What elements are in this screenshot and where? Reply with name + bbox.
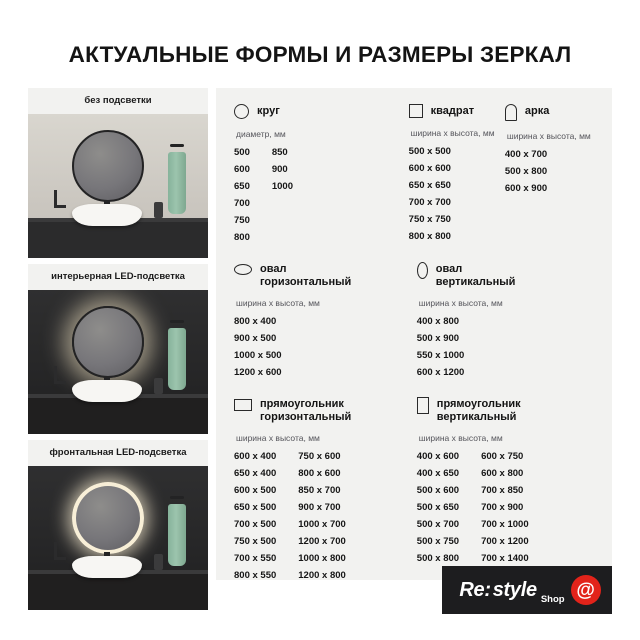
size-item: 700 x 500 [234, 519, 277, 530]
size-item: 600 x 600 [408, 163, 451, 174]
spec-block-square [409, 104, 505, 246]
square-icon [409, 104, 423, 118]
spec-block-rectangle-horizontal [234, 397, 417, 584]
shape-header [234, 104, 409, 119]
size-item: 750 x 500 [234, 536, 277, 547]
photo-caption: фронтальная LED-подсветка [28, 440, 208, 466]
shape-name-line1: овал [435, 263, 463, 275]
size-item: 600 x 800 [481, 468, 524, 479]
size-item: 500 x 500 [408, 146, 451, 157]
shape-name-line1: прямоугольник [436, 398, 521, 410]
faucet [54, 542, 57, 560]
bathroom-photo-front-light [28, 466, 208, 610]
shape-name [436, 262, 516, 288]
size-item: 400 x 600 [416, 451, 460, 462]
units-label: ширина x высота, мм [236, 433, 320, 443]
size-item: 700 x 550 [234, 553, 277, 564]
size-item: 1000 x 800 [298, 553, 346, 564]
basin [72, 380, 142, 402]
page-title: АКТУАЛЬНЫЕ ФОРМЫ И РАЗМЕРЫ ЗЕРКАЛ [68, 42, 572, 67]
shape-name: арка [524, 105, 550, 117]
size-item: 500 x 900 [416, 333, 460, 344]
size-item: 700 x 850 [481, 485, 524, 496]
size-item: 600 x 400 [234, 451, 277, 462]
size-item: 800 x 800 [408, 231, 451, 242]
size-item: 750 [234, 215, 250, 226]
size-column [298, 448, 346, 584]
bathroom-photo-no-light [28, 114, 208, 258]
spec-block-oval-horizontal [234, 262, 417, 381]
shape-header [417, 262, 594, 288]
size-column [409, 143, 451, 245]
size-list [505, 146, 594, 197]
shape-name-line1: овал [260, 263, 287, 275]
size-item: 550 x 1000 [416, 350, 465, 361]
bathroom-photo-back-light [28, 290, 208, 434]
logo-style-text: style [492, 578, 537, 601]
size-item: 1200 x 700 [298, 536, 346, 547]
logo-re-text: Re: [459, 578, 491, 601]
shape-header [234, 397, 417, 423]
spec-block-oval-vertical [417, 262, 594, 381]
round-mirror [72, 130, 144, 202]
size-item: 750 x 750 [408, 214, 451, 225]
specs-row-2 [234, 262, 594, 381]
shape-name-line1: прямоугольник [260, 398, 344, 410]
size-column [234, 144, 250, 246]
size-item: 700 [234, 198, 250, 209]
oval-horizontal-icon [234, 264, 252, 275]
basin [72, 204, 142, 226]
size-item: 1000 [271, 181, 293, 192]
size-item: 400 x 700 [504, 149, 548, 160]
size-column [505, 146, 547, 197]
brand-logo[interactable] [442, 566, 612, 614]
rectangle-vertical-icon [417, 397, 429, 414]
size-item: 1000 x 500 [234, 350, 282, 361]
size-item: 700 x 1000 [481, 519, 529, 530]
size-item: 700 x 700 [408, 197, 451, 208]
faucet [54, 190, 57, 208]
size-item: 500 x 600 [416, 485, 460, 496]
shape-name-line2: горизонтальный [260, 275, 352, 288]
spec-block-circle [234, 104, 409, 246]
spec-block-rectangle-vertical [417, 397, 594, 584]
size-item: 850 [271, 147, 288, 158]
size-column [481, 448, 529, 567]
photo-card-front-light [28, 440, 208, 610]
photo-caption: без подсветки [28, 88, 208, 114]
size-list [409, 143, 505, 245]
size-item: 400 x 800 [416, 316, 460, 327]
size-column [417, 448, 459, 567]
size-item: 700 x 900 [481, 502, 524, 513]
at-icon: @ [571, 575, 601, 605]
round-mirror [72, 306, 144, 378]
size-item: 500 x 800 [504, 166, 548, 177]
size-item: 700 x 1200 [481, 536, 529, 547]
shape-header [409, 104, 505, 118]
size-item: 800 x 550 [234, 570, 277, 581]
size-item: 900 [271, 164, 288, 175]
units-label: ширина x высота, мм [236, 298, 320, 308]
size-column [417, 313, 465, 381]
size-list [234, 313, 417, 381]
logo-shop-text: Shop [540, 594, 565, 605]
size-item: 750 x 600 [298, 451, 341, 462]
size-list [417, 313, 594, 381]
units-label: ширина x высота, мм [410, 128, 495, 138]
shape-name: круг [257, 105, 280, 117]
size-list [234, 448, 417, 584]
size-item: 900 x 500 [234, 333, 277, 344]
size-list [417, 448, 594, 567]
units-label: ширина x высота, мм [506, 131, 591, 141]
size-item: 600 x 1200 [416, 367, 465, 378]
size-item: 1200 x 600 [234, 367, 282, 378]
photo-column [28, 88, 208, 616]
photo-caption: интерьерная LED-подсветка [28, 264, 208, 290]
size-column [234, 313, 282, 381]
towel [168, 152, 186, 214]
shape-name-line2: вертикальный [436, 410, 517, 423]
size-item: 800 x 600 [298, 468, 341, 479]
size-item: 650 x 500 [234, 502, 277, 513]
spec-block-arch [505, 104, 594, 246]
specs-panel [216, 88, 612, 580]
specs-row-1 [234, 104, 594, 246]
size-item: 700 x 1400 [481, 553, 529, 564]
size-item: 600 x 900 [504, 183, 548, 194]
faucet [54, 366, 57, 384]
units-label: ширина x высота, мм [418, 433, 503, 443]
size-item: 1200 x 800 [298, 570, 346, 581]
spacer [234, 246, 594, 262]
shape-name [260, 397, 351, 423]
size-item: 500 [234, 147, 250, 158]
size-column [272, 144, 293, 246]
units-label: ширина x высота, мм [418, 298, 503, 308]
shape-name-line2: горизонтальный [260, 410, 352, 423]
size-item: 900 x 700 [298, 502, 341, 513]
size-item: 500 x 700 [416, 519, 460, 530]
shape-name [437, 397, 521, 423]
size-item: 600 x 750 [481, 451, 524, 462]
size-item: 400 x 650 [416, 468, 460, 479]
size-item: 600 [234, 164, 250, 175]
towel-hook [170, 496, 184, 499]
size-item: 850 x 700 [298, 485, 341, 496]
shape-header [234, 262, 417, 288]
towel-hook [170, 320, 184, 323]
bottle [154, 554, 163, 570]
photo-card-no-light [28, 88, 208, 258]
circle-icon [234, 104, 249, 119]
size-item: 650 x 650 [408, 180, 451, 191]
size-item: 1000 x 700 [298, 519, 346, 530]
size-item: 800 [234, 232, 250, 243]
round-mirror [72, 482, 144, 554]
bottle [154, 202, 163, 218]
shape-header [417, 397, 594, 423]
shape-name [260, 262, 351, 288]
units-label: диаметр, мм [236, 129, 286, 139]
shape-header [505, 104, 594, 121]
arch-icon [505, 104, 517, 121]
size-item: 500 x 750 [416, 536, 460, 547]
bottle [154, 378, 163, 394]
size-item: 650 x 400 [234, 468, 277, 479]
size-item: 800 x 400 [234, 316, 277, 327]
size-item: 500 x 800 [416, 553, 460, 564]
oval-vertical-icon [417, 262, 428, 279]
size-item: 650 [234, 181, 250, 192]
size-item: 600 x 500 [234, 485, 277, 496]
towel [168, 328, 186, 390]
shape-name: квадрат [430, 105, 475, 117]
towel-hook [170, 144, 184, 147]
size-list [234, 144, 409, 246]
photo-card-back-light [28, 264, 208, 434]
size-item: 500 x 650 [416, 502, 460, 513]
basin [72, 556, 142, 578]
spacer [234, 381, 594, 397]
shape-name-line2: вертикальный [435, 275, 516, 288]
rectangle-horizontal-icon [234, 399, 252, 411]
size-column [234, 448, 276, 584]
specs-row-3 [234, 397, 594, 584]
towel [168, 504, 186, 566]
